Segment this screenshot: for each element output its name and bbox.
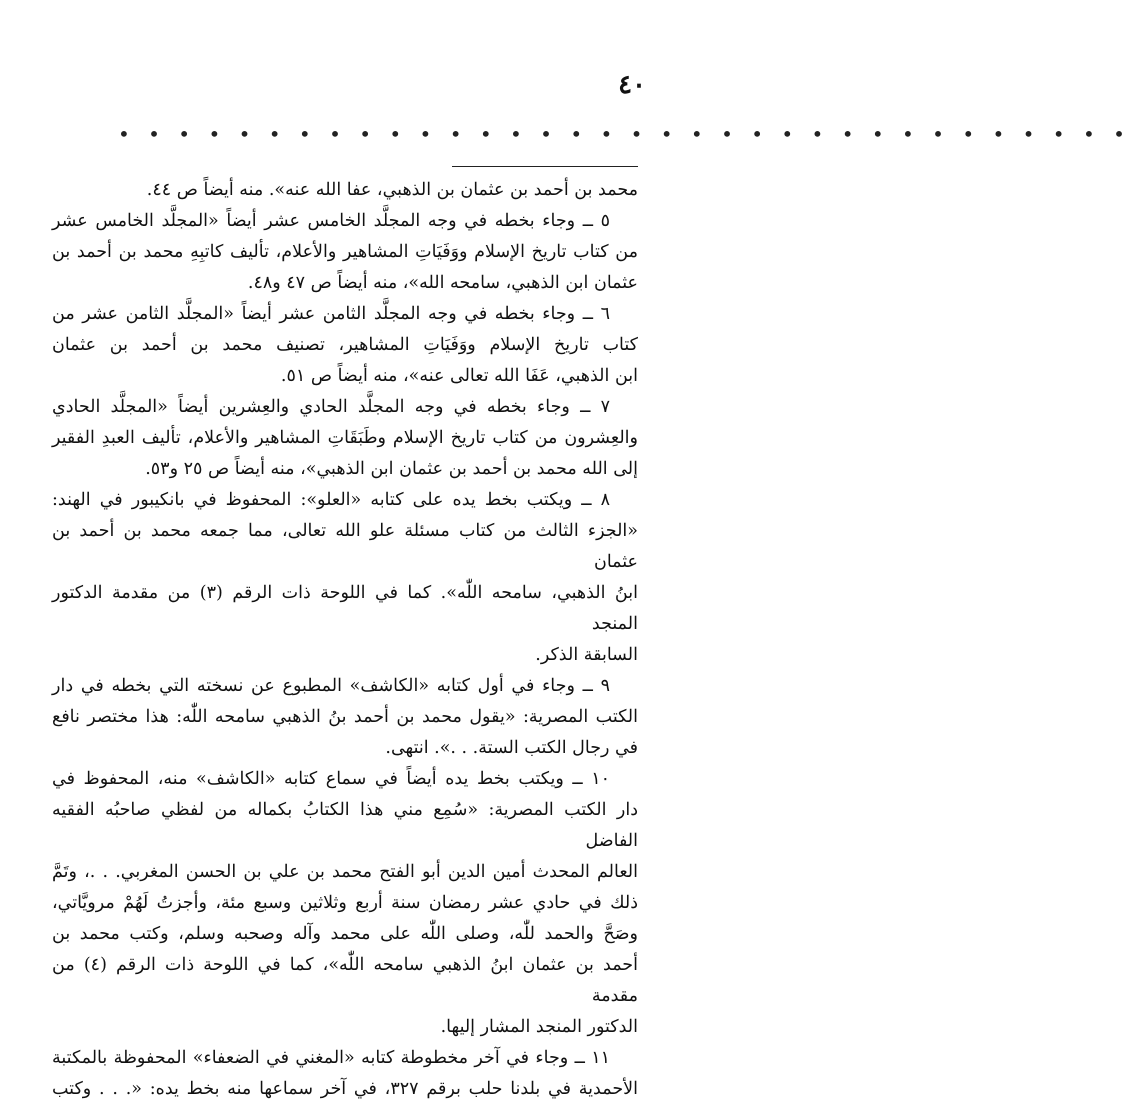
text-line: ذلك في حادي عشر رمضان سنة أربع وثلاثين وسبع مئة، وأجزتُ لَهُمْ مرويَّاتي، bbox=[52, 893, 638, 913]
paragraph-item-10 bbox=[52, 764, 638, 1043]
text-line: ٧ ــ وجاء بخطه في وجه المجلَّد الحادي والعِشرين أيضاً «المجلَّد الحادي bbox=[52, 397, 610, 417]
footnote-rule bbox=[452, 166, 638, 167]
paragraph-item-5 bbox=[52, 206, 638, 299]
paragraph-item-9 bbox=[52, 671, 638, 764]
text-line: السابقة الذكر. bbox=[535, 645, 638, 665]
text-line: ٦ ــ وجاء بخطه في وجه المجلَّد الثامن عشر أيضاً «المجلَّد الثامن عشر من bbox=[52, 304, 610, 324]
text-line: ١١ ــ وجاء في آخر مخطوطة كتابه «المغني في الضعفاء» المحفوظة بالمكتبة bbox=[52, 1048, 610, 1068]
text-line: عثمان ابن الذهبي، سامحه الله»، منه أيضاً ص ٤٧ و٤٨. bbox=[247, 273, 638, 293]
paragraph-item-8 bbox=[52, 485, 638, 671]
text-line: الأحمدية في بلدنا حلب برقم ٣٢٧، في آخر سماعها منه بخط يده: «. . . وكتب bbox=[52, 1079, 639, 1099]
text-line: الكتب المصرية: «يقول محمد بن أحمد بنُ الذهبي سامحه اللّٰه: هذا مختصر نافع bbox=[52, 707, 638, 727]
text-line: إلى الله محمد بن أحمد بن عثمان ابن الذهبي»، منه أيضاً ص ٢٥ و٥٣. bbox=[145, 459, 638, 479]
text-line: ٥ ــ وجاء بخطه في وجه المجلَّد الخامس عشر أيضاً «المجلَّد الخامس عشر bbox=[52, 211, 610, 231]
text-line: العالم المحدث أمين الدين أبو الفتح محمد بن علي بن الحسن المغربي. . .، وتَمَّ bbox=[52, 862, 638, 882]
page-number: ٤٠ bbox=[618, 70, 646, 100]
text-line: كتاب تاريخ الإسلام ووَفَيَاتِ المشاهير، تصنيف محمد بن أحمد بن عثمان bbox=[52, 335, 638, 355]
text-line: محمد بن أحمد بن عثمان بن الذهبي، عفا الله عنه». منه أيضاً ص ٤٤. bbox=[146, 180, 638, 200]
dotted-separator: • • • • • • • • • • • • • • • • • • • • • • • • • • • • • • • • • • bbox=[118, 122, 1131, 146]
text-line: ١٠ ــ ويكتب بخط يده أيضاً في سماع كتابه «الكاشف» منه، المحفوظ في bbox=[52, 769, 610, 789]
text-line: والعِشرون من كتاب تاريخ الإسلام وطَبَقَاتِ المشاهير والأعلام، تأليف العبدِ الفقير bbox=[52, 428, 638, 448]
text-line: «الجزء الثالث من كتاب مسئلة علو الله تعالى، مما جمعه محمد بن أحمد بن عثمان bbox=[52, 521, 638, 572]
paragraph-item-7 bbox=[52, 392, 638, 485]
text-line: أحمد بن عثمان ابنُ الذهبي سامحه اللّٰه»، كما في اللوحة ذات الرقم (٤) من مقدمة bbox=[52, 955, 638, 1006]
text-line: دار الكتب المصرية: «سُمِع مني هذا الكتابُ بكماله من لفظي صاحبُه الفقيه الفاضل bbox=[52, 800, 638, 851]
text-line: في رجال الكتب الستة. . .». انتهى. bbox=[385, 738, 638, 758]
text-line: ابن الذهبي، عَفَا الله تعالى عنه»، منه أيضاً ص ٥١. bbox=[280, 366, 638, 386]
text-line: ٩ ــ وجاء في أول كتابه «الكاشف» المطبوع عن نسخته التي بخطه في دار bbox=[52, 676, 610, 696]
text-line: وصَحَّ والحمد للّٰه، وصلى اللّٰه على محمد وآله وصحبه وسلم، وكتب محمد بن bbox=[52, 924, 638, 944]
paragraph-item-6 bbox=[52, 299, 638, 392]
paragraph-continuation bbox=[52, 175, 638, 206]
paragraph-item-11 bbox=[52, 1043, 638, 1105]
text-line: من كتاب تاريخ الإسلام ووَفَيَاتِ المشاهير والأعلام، تأليف كاتبِهِ محمد بن أحمد بن bbox=[52, 242, 638, 262]
body-text bbox=[52, 175, 638, 1105]
text-line: ابنُ الذهبي، سامحه اللّٰه». كما في اللوحة ذات الرقم (٣) من مقدمة الدكتور المنجد bbox=[52, 583, 638, 634]
text-line: الدكتور المنجد المشار إليها. bbox=[440, 1017, 638, 1037]
text-line: ٨ ــ ويكتب بخط يده على كتابه «العلو»: المحفوظ في بانكيبور في الهند: bbox=[52, 490, 610, 510]
